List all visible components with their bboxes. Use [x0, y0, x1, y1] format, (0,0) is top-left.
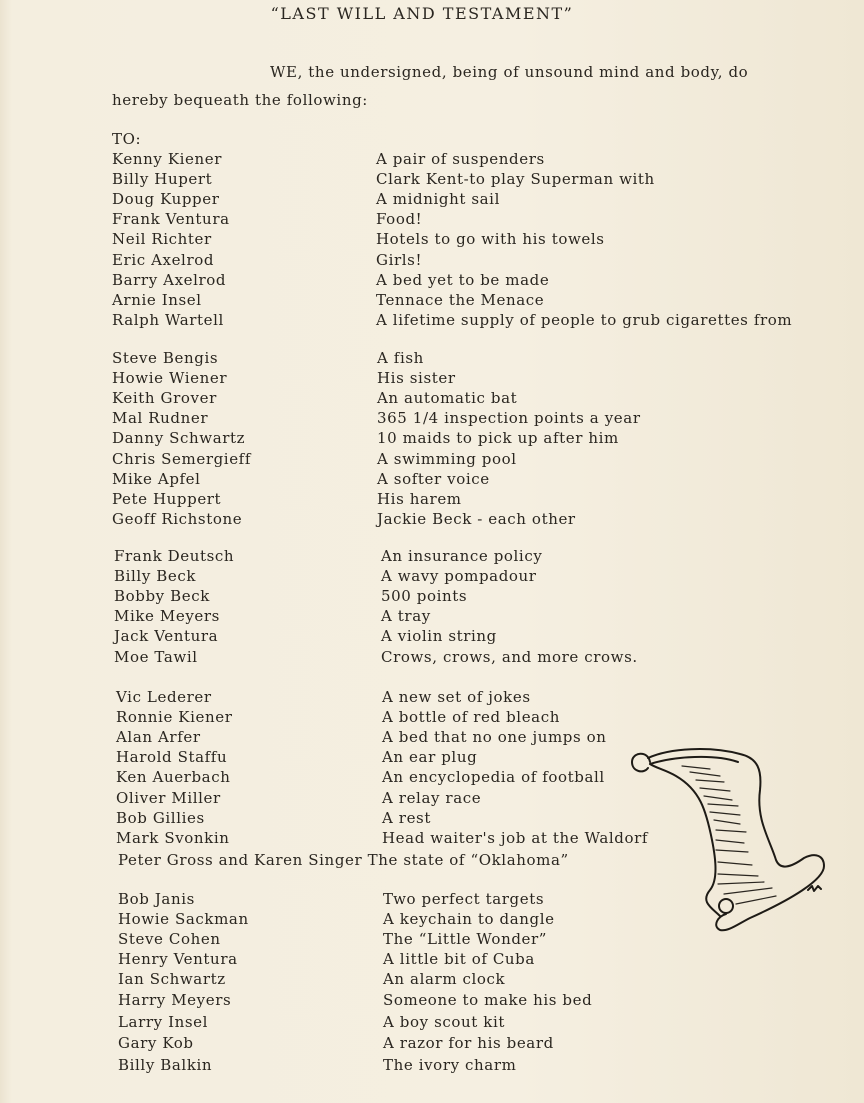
recipient-name: Howie Sackman [118, 910, 249, 929]
recipient-name: Eric Axelrod [112, 250, 215, 269]
bequest-gift: A violin string [381, 627, 497, 646]
recipient-name: Henry Ventura [118, 950, 238, 969]
bequest-gift: A rest [382, 808, 431, 827]
recipient-name: Alan Arfer [116, 728, 201, 747]
bequest-gift: A swimming pool [377, 449, 517, 468]
recipient-name: Vic Lederer [116, 688, 212, 706]
bequest-gift: 365 1/4 inspection points a year [377, 409, 641, 428]
document-title: “LAST WILL AND TESTAMENT” [270, 4, 574, 23]
bequest-gift: Tennace the Menace [376, 290, 545, 309]
intro-line-1: WE, the undersigned, being of unsound mind and body, do [270, 63, 749, 81]
bequest-gift: An encyclopedia of football [382, 768, 605, 787]
bequest-gift: Crows, crows, and more crows. [381, 647, 638, 666]
bequest-gift: A little bit of Cuba [383, 950, 535, 969]
bequest-gift: 10 maids to pick up after him [377, 429, 619, 448]
recipient-name: Chris Semergieff [112, 449, 251, 468]
bequest-gift: A bed that no one jumps on [382, 728, 607, 747]
recipient-name: Frank Ventura [112, 210, 230, 229]
bequest-gift: An automatic bat [377, 389, 518, 408]
recipient-name: Jack Ventura [114, 627, 219, 646]
recipient-name: Bob Gillies [116, 808, 205, 827]
bequest-gift: A tray [381, 607, 431, 626]
recipient-name: Neil Richter [112, 230, 212, 249]
bequest-gift: Head waiter's job at the Waldorf [382, 828, 649, 847]
to-label: TO: [112, 130, 142, 148]
bequest-gift: An alarm clock [383, 970, 506, 989]
recipient-name: Moe Tawil [114, 647, 198, 666]
recipient-name: Howie Wiener [112, 369, 228, 388]
bequest-gift: A softer voice [377, 469, 490, 488]
recipient-name: Danny Schwartz [112, 429, 246, 448]
bequest-gift: Clark Kent-to play Superman with [376, 170, 655, 189]
bequest-gift: An insurance policy [381, 547, 543, 565]
recipient-name: Geoff Richstone [112, 509, 243, 528]
bequest-gift: A fish [377, 349, 424, 367]
recipient-name: Keith Grover [112, 389, 217, 408]
bequest-gift: His sister [377, 369, 456, 388]
recipient-name: Frank Deutsch [114, 547, 235, 565]
bequest-gift: A relay race [382, 788, 482, 807]
recipient-name: Harold Staffu [116, 748, 228, 767]
recipient-name: Doug Kupper [112, 190, 220, 209]
bequest-gift: An ear plug [382, 748, 478, 767]
bequest-gift: Girls! [376, 250, 423, 269]
bequest-gift: Jackie Beck - each other [377, 509, 576, 528]
bequest-gift: Two perfect targets [383, 890, 545, 908]
bequest-gift: The “Little Wonder” [383, 930, 548, 949]
bequest-gift: A midnight sail [376, 190, 500, 209]
recipient-name: Arnie Insel [112, 290, 202, 309]
recipient-name: Ralph Wartell [112, 310, 224, 329]
bequest-gift: A wavy pompadour [381, 567, 537, 586]
recipient-name: Ken Auerbach [116, 768, 231, 787]
recipient-name: Billy Hupert [112, 170, 213, 189]
bequest-gift: A pair of suspenders [376, 150, 545, 168]
scroll-icon [620, 740, 830, 940]
recipient-name: Bob Janis [118, 890, 195, 908]
bequest-gift: A bottle of red bleach [382, 708, 560, 727]
bequest-gift: A lifetime supply of people to grub cigarettes from [376, 310, 793, 329]
recipient-name: Mike Apfel [112, 469, 201, 488]
recipient-name: Harry Meyers [118, 990, 232, 1009]
recipient-name: Ian Schwartz [118, 970, 226, 989]
intro-line-2: hereby bequeath the following: [112, 91, 368, 109]
bequest-gift: A bed yet to be made [376, 270, 550, 289]
bequest-gift: Hotels to go with his towels [376, 230, 605, 249]
recipient-name: Billy Beck [114, 567, 197, 586]
recipient-name: Steve Cohen [118, 930, 221, 949]
recipient-name: Mike Meyers [114, 607, 220, 626]
bequest-gift: 500 points [381, 587, 468, 606]
bequest-gift: Someone to make his bed [383, 990, 593, 1009]
bequest-gift: A razor for his beard [383, 1034, 554, 1053]
recipient-name: Gary Kob [118, 1034, 194, 1053]
bequest-gift: A keychain to dangle [383, 910, 555, 929]
recipient-name: Barry Axelrod [112, 270, 227, 289]
recipient-name: Billy Balkin [118, 1055, 213, 1074]
recipient-name: Oliver Miller [116, 788, 221, 807]
recipient-name: Ronnie Kiener [116, 708, 233, 727]
recipient-name: Steve Bengis [112, 349, 219, 367]
recipient-name: Peter Gross and Karen Singer The state of “Oklahoma” [118, 851, 569, 869]
bequest-gift: Food! [376, 210, 423, 229]
recipient-name: Mark Svonkin [116, 828, 230, 847]
recipient-name: Pete Huppert [112, 489, 222, 508]
bequest-gift: A new set of jokes [382, 688, 531, 706]
recipient-name: Mal Rudner [112, 409, 209, 428]
bequest-gift: The ivory charm [383, 1055, 517, 1074]
recipient-name: Kenny Kiener [112, 150, 223, 168]
recipient-name: Larry Insel [118, 1012, 209, 1031]
bequest-gift: A boy scout kit [383, 1012, 505, 1031]
bequest-gift: His harem [377, 489, 462, 508]
recipient-name: Bobby Beck [114, 587, 210, 606]
